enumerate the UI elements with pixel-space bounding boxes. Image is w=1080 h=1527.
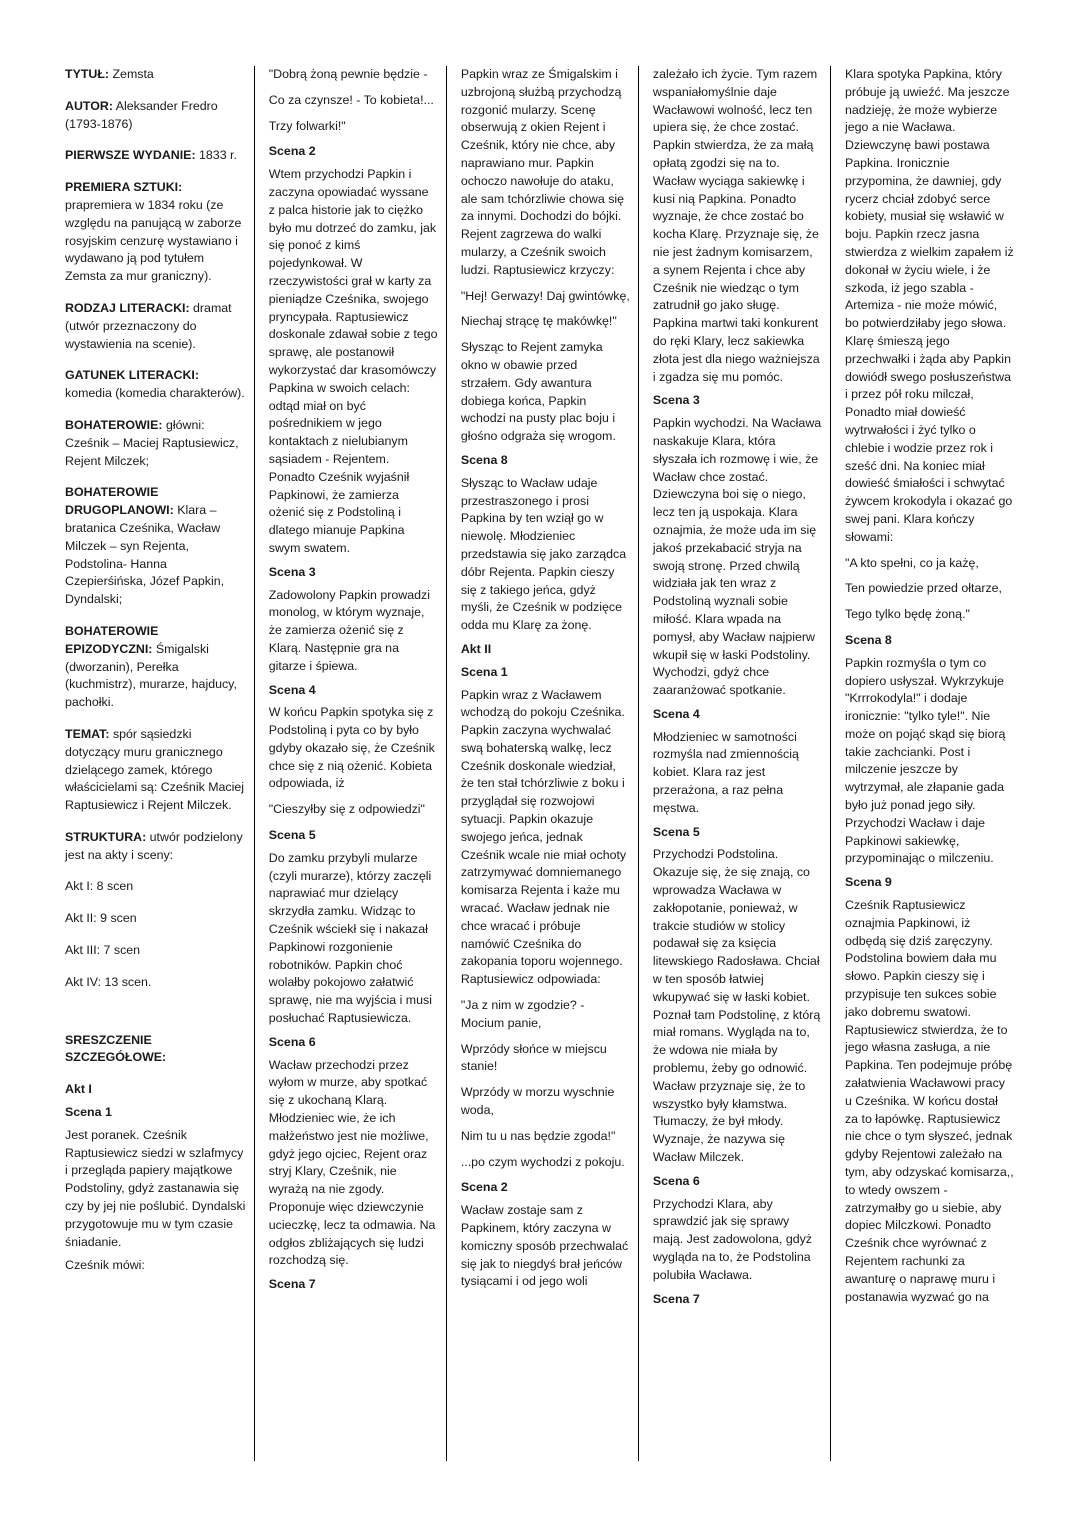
paragraph: Wacław przechodzi przez wyłom w murze, aby spotkać się z ukochaną Klarą. Młodzieniec wie, że ich małżeństwo jest nie możliwe, gdyż jego ojciec, Rejent oraz stryj Klary, Cześnik, nie wyrażą na nie zgody. Proponuje więc dziewczynie ucieczkę, lecz ta odmawia. Na odgłos zbliżających się ludzi rozchodzą się. [268,1057,436,1268]
paragraph: Cześnik mówi: [65,1258,145,1273]
paragraph: Jest poranek. Cześnik Raptusiewicz siedzi w szlafmycy i przegląda papiery majątkowe Podstoliny, gdyż zastanawia się czy by jej nie poślubić. Dyndalski przygotowuje mu w tym czasie śniadanie. [65,1127,246,1249]
act-4-count: Akt IV: 13 scen. [65,974,152,989]
document-page [62,66,1022,1461]
quote-line: "Dobrą żoną pewnie będzie - [268,67,428,81]
paragraph: Do zamku przybyli mularze (czyli murarze), którzy zaczęli naprawiać mur dzielący skrzydła zamku. Widząc to Cześnik wściekł się i nakazał Papkinowi rozgonienie robotników. Papkin choć wolałby pokojowo załatwić sprawę, nie ma wyjścia i musi posłuchać Raptusiewicza. [268,850,432,1026]
main-heroes-entry [65,417,246,470]
scene-heading: Scena 7 [268,1277,316,1292]
secondary-heroes-entry [65,484,246,609]
quote-line: "Cieszyłby się z odpowiedzi" [268,802,425,817]
quote-line: "Ja z nim w zgodzie? - Mocium panie, [460,998,585,1030]
quote-line: Wprzódy w morzu wyschnie woda, [460,1085,615,1118]
paragraph: Zadowolony Papkin prowadzi monolog, w którym wyznaje, że zamierza ożenić się z Klarą. Następnie gra na gitarze i śpiewa. [268,587,430,673]
act-1-count: Akt I: 8 scen [65,879,134,894]
main-heroes-label: BOHATEROWIE: [65,417,163,432]
premiere-entry [65,179,246,286]
first-edition-value: 1833 r. [195,148,237,163]
structure-value: utwór podzielony jest na akty i sceny: [65,829,243,862]
act-2-count: Akt II: 9 scen [65,911,137,926]
secondary-heroes-label: BOHATEROWIE DRUGOPLANOWI: [65,485,174,518]
author-label: AUTOR: [65,98,113,113]
scene-heading: Scena 5 [652,824,700,839]
author-value: Aleksander Fredro (1793-1876) [65,98,218,131]
quote-line: Trzy folwarki!" [268,118,346,133]
episodic-heroes-entry [65,623,246,712]
title-value: Zemsta [109,67,154,81]
premiere-label: PREMIERA SZTUKI: [65,180,183,195]
literary-genre-value: komedia (komedia charakterów). [65,386,245,401]
first-edition-entry [65,147,246,165]
paragraph: W końcu Papkin spotyka się z Podstoliną i pyta co by było gdyby okazało się, że Cześnik chce się z nią ożenić. Kobieta odpowiada, iż [268,705,435,791]
paragraph: Papkin rozmyśla o tym co dopiero usłyszał. Wykrzykuje "Krrrokodyla!" i dodaje ironicznie: "tylko tyle!". Nie może on pojąć skąd się biorą takie zachcianki. Post i milczenie jeszcze by wytrzymał, ale złapanie gada było już ponad jego siły. Przychodzi Wacław i daje Papkinowi sakiewkę, przypominając o milczeniu. [844,655,1006,866]
paragraph: Młodzieniec w samotności rozmyśla nad zmiennością kobiet. Klara raz jest przerażona, a raz pełna męstwa. [652,729,799,815]
quote-line: Niechaj strącę tę makówkę!" [460,314,617,329]
column-1 [62,66,254,1461]
scene-heading: Scena 3 [268,564,316,579]
scene-heading: Scena 2 [268,144,316,159]
theme-entry [65,726,246,815]
scene-heading: Scena 5 [268,828,316,843]
paragraph: Wacław zostaje sam z Papkinem, który zaczyna w komiczny sposób przechwalać się jak to niegdyś brał jeńców tysiącami i od jego woli [460,1203,629,1289]
paragraph: Papkin wraz z Wacławem wchodzą do pokoju Cześnika. Papkin zaczyna wychwalać swą bohaterską walkę, lecz Cześnik doskonale wiedział, że ten stał tchórzliwie z boku i przyglądał się rozwojowi sytuacji. Papkin okazuje swojego jeńca, jednak Cześnik wcale nie miał ochoty zatrzymywać domniemanego komisarza Rejenta i każe mu wracać. Wacław jednak nie chce wracać i próbuje namówić Cześnika do zakopania toporu wojennego. Raptusiewicz odpowiada: [460,687,627,987]
scene-heading: Scena 8 [844,632,892,647]
paragraph: ...po czym wychodzi z pokoju. [460,1154,625,1169]
literary-kind-value: dramat (utwór przeznaczony do wystawienia na scenie). [65,300,232,351]
column-3 [446,66,638,1461]
quote-line: "Hej! Gerwazy! Daj gwintówkę, [460,288,630,303]
paragraph: Papkin wraz ze Śmigalskim i uzbrojoną służbą przychodzą rozgonić mularzy. Scenę obserwują z okien Rejent i Cześnik, który nie chce, aby naprawiano mur. Papkin ochoczo nawołuje do ataku, ale sam tchórzliwie chowa się za innymi. Dochodzi do bójki. Rejent zagrzewa do walki mularzy, a Cześnik swoich ludzi. Raptusiewicz krzyczy: [460,67,625,277]
paragraph: Papkin wychodzi. Na Wacława naskakuje Klara, która słyszała ich rozmowę i wie, że Wacław chce zostać. Dziewczyna boi się o niego, lecz ten ją uspokaja. Klara oznajmia, że może uda im się jakoś przekabacić stryja na swoją stronę. Przed chwilą widziała jak ten wraz z Podstoliną wyznali sobie miłość. Klara wpada na pomysł, aby Wacław najpierw wkupił się w łaski Podstoliny. Wychodzi, gdyż chce zaaranżować spotkanie. [652,416,822,698]
paragraph: Klara spotyka Papkina, który próbuje ją uwieźć. Ma jeszcze nadzieję, że może wybierze jego a nie Wacława. Dziewczynę bawi postawa Papkina. Ironicznie przypomina, że dawniej, gdy rycerz chciał zdobyć serce kobiety, musiał się wsławić w boju. Papkin rzecz jasna stwierdza z wielkim zapałem iż dokonał w życiu wiele, i że szkoda, iż jego szabla - Artemiza - nie może mówić, bo potwierdziłaby jego słowa. Klarę śmieszą jego przechwałki i żąda aby Papkin dowiódł swego posłuszeństwa i przez pół roku milczał, Ponadto miał dowieść wytrwałości i żyć tylko o chlebie i wodzie przez rok i sześć dni. Na koniec miał dowieść śmiałości i schwytać żywcem krokodyla i okazać go swej pani. Klara kończy słowami: [844,67,1014,544]
paragraph: zależało ich życie. Tym razem wspaniałomyślnie daje Wacławowi wolność, lecz ten upiera się, że chce zostać. Papkin stwierdza, że za małą opłatą zgodzi się na to. Wacław wyciąga sakiewkę i kusi nią Papkina. Ponadto wyznaje, że chce zostać bo kocha Klarę. Przyznaje się, że nie jest żadnym komisarzem, a synem Rejenta i chce aby Cześnik nie wiedząc o tym zatrudnił go jako sługę. Papkina martwi taki konkurent do ręki Klary, lecz sakiewka złota jest dla niego ważniejsza i zgadza się mu pomóc. [652,67,820,384]
theme-value: spór sąsiedzki dotyczący muru granicznego dzielącego zamek, którego właścicielami są: Cześnik Maciej Raptusiewicz i Rejent Milczek. [65,726,245,813]
paragraph: Słysząc to Rejent zamyka okno w obawie przed strzałem. Gdy awantura dobiega końca, Papkin wchodzi na pusty plac boju i głośno odgraża się wrogom. [460,340,616,444]
act-heading: Akt I [65,1082,92,1097]
structure-label: STRUKTURA: [65,829,147,844]
first-edition-label: PIERWSZE WYDANIE: [65,148,196,163]
quote-line: Co za czynsze! - To kobieta!... [268,92,434,107]
column-4 [638,66,830,1461]
paragraph: Przychodzi Klara, aby sprawdzić jak się sprawy mają. Jest zadowolona, gdyż wygląda na to, że Podstolina polubiła Wacława. [652,1196,813,1282]
column-2 [254,66,446,1461]
act-heading: Akt II [460,641,492,656]
episodic-heroes-label: BOHATEROWIE EPIZODYCZNI: [65,623,159,656]
scene-heading: Scena 6 [268,1034,316,1049]
episodic-heroes-value: Śmigalski (dworzanin), Perełka (kuchmistrz), murarze, hajducy, pachołki. [65,641,237,710]
act-3-count: Akt III: 7 scen [65,943,141,958]
literary-genre-label: GATUNEK LITERACKI: [65,368,199,383]
title-label: TYTUŁ: [65,67,110,81]
scene-heading: Scena 8 [460,452,508,467]
paragraph: Wtem przychodzi Papkin i zaczyna opowiadać wyssane z palca historie jak to ciężko było mu dotrzeć do zamku, jak się ponoć z kimś pojedynkował. W rzeczywistości grał w karty za pieniądze Cześnika, swojego pryncypała. Raptusiewicz doskonale zdawał sobie z tego sprawę, ale postanowił wykorzystać dar krasomówczy Papkina w swoich celach: odtąd miał on być pośrednikiem w jego kontaktach z nielubianym sąsiadem - Rejentem. Ponadto Cześnik wyjaśnił Papkinowi, że zamierza ożenić się z Podstoliną i dlatego mianuje Papkina swym swatem. [268,167,438,555]
scene-heading: Scena 4 [268,682,316,697]
scene-heading: Scena 7 [652,1291,700,1306]
structure-entry [65,829,246,865]
quote-line: Wprzódy słońce w miejscu stanie! [460,1041,607,1074]
scene-heading: Scena 4 [652,706,700,721]
paragraph: Słysząc to Wacław udaje przestraszonego i prosi Papkina by ten wziął go w niewolę. Młodzieniec przedstawia się jako zarządca dóbr Rejenta. Papkin cieszy się z takiego jeńca, gdyż myśli, że Cześnik w podzięce odda mu Klarę za żonę. [460,475,627,633]
scene-heading: Scena 2 [460,1180,508,1195]
literary-kind-label: RODZAJ LITERACKI: [65,300,190,315]
secondary-heroes-value: Klara – bratanica Cześnika, Wacław Milczek – syn Rejenta, Podstolina- Hanna Czepierśińska, Józef Papkin, Dyndalski; [65,503,225,607]
scene-heading: Scena 6 [652,1173,700,1188]
quote-line: Tego tylko będę żoną." [844,607,970,622]
column-5 [830,66,1022,1461]
summary-heading: SRESZCZENIE SZCZEGÓŁOWE: [65,1032,167,1065]
scene-heading: Scena 1 [65,1105,112,1120]
premiere-value: prapremiera w 1834 roku (ze względu na panującą w zaborze rosyjskim cenzurę wystawiano i wydawano ją pod tytułem Zemsta za mur graniczny). [65,197,242,284]
title-entry [65,66,246,84]
scene-heading: Scena 9 [844,875,892,890]
author-entry [65,98,246,134]
paragraph: Cześnik Raptusiewicz oznajmia Papkinowi, iż odbędą się dziś zaręczyny. Podstolina bowiem dała mu słowo. Papkin cieszy się i przypisuje ten sukces sobie jako dobremu swatowi. Raptusiewicz stwierdza, że to jego własna zasługa, a nie Papkina. Ten podejmuje próbę załatwienia Wacławowi pracy u Cześnika. W końcu dostał za to łapówkę. Raptusiewicz nie chce o tym słyszeć, jednak gdyby Rejentowi zależało na tym, aby odzyskać komisarza,, to wtedy owszem - zatrzymałby go u siebie, aby dopiec Milczkowi. Ponadto Cześnik chce wyrównać z Rejentem rachunki za awanturę o naprawę muru i postanawia wyzwać go na [844,898,1014,1304]
quote-line: "A kto spełni, co ja każę, [844,555,979,570]
theme-label: TEMAT: [65,726,110,741]
literary-genre-entry [65,367,246,403]
scene-heading: Scena 1 [460,664,508,679]
main-heroes-value: główni: Cześnik – Maciej Raptusiewicz, Rejent Milczek; [65,417,239,468]
scene-heading: Scena 3 [652,393,700,408]
quote-line: Nim tu u nas będzie zgoda!" [460,1128,616,1143]
literary-kind-entry [65,300,246,353]
quote-line: Ten powiedzie przed ołtarze, [844,581,1003,596]
paragraph: Przychodzi Podstolina. Okazuje się, że się znają, co wprowadza Wacława w zakłopotanie, ponieważ, w trakcie studiów w stolicy podawał się za księcia litewskiego Radosława. Chciał w ten sposób łatwiej wkupywać się w łaski kobiet. Poznał tam Podstolinę, z którą miał romans. Wygląda na to, że wdowa nie miała by problemu, żeby go odnowić. Wacław przyznaje się, że to wszystko były kłamstwa. Tłumaczy, że był młody. Wyznaje, że nazywa się Wacław Milczek. [652,847,821,1165]
